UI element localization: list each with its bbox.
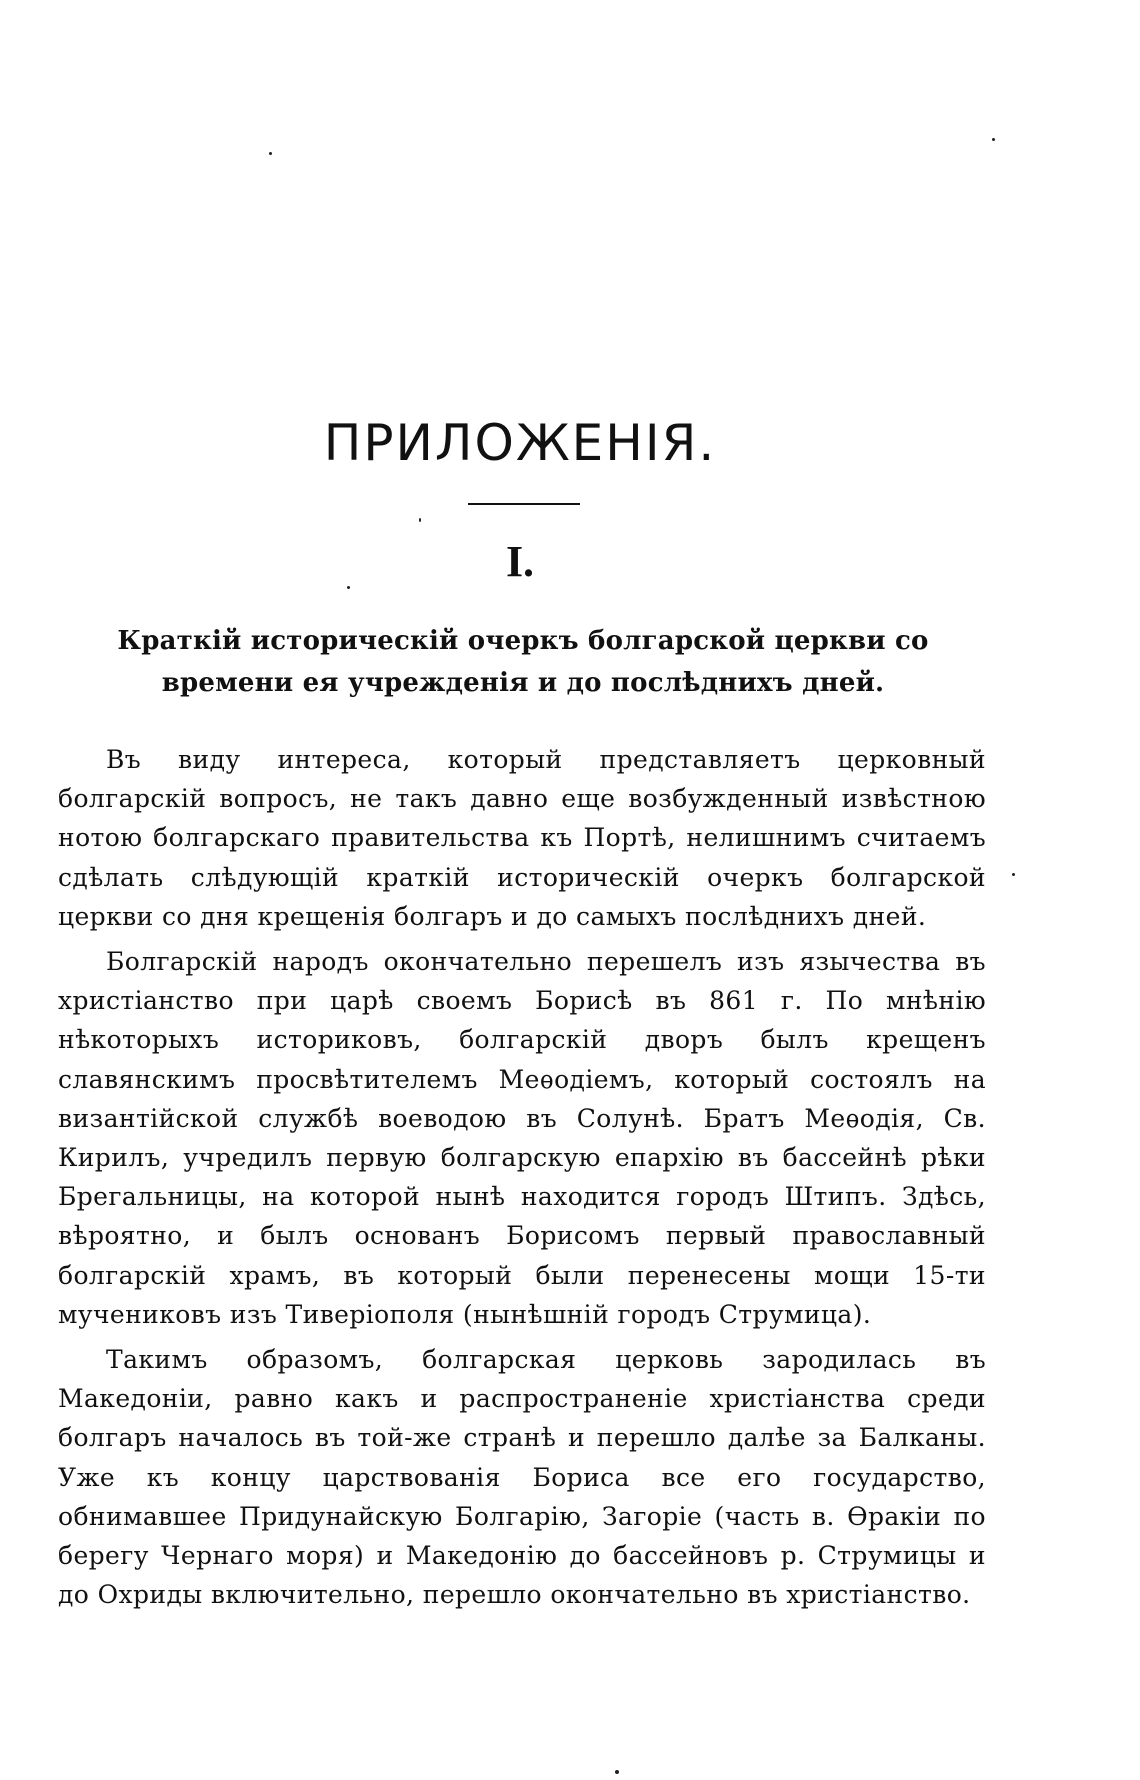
print-speck: [1012, 873, 1015, 876]
paragraph: Въ виду интереса, который представляетъ церковный болгарскій вопросъ, не такъ давно еще возбужденный извѣстною нотою болгарскаго правительства къ Портѣ, нелишнимъ считаемъ сдѣлать слѣдующій краткій историческій очеркъ болгарской церкви со дня крещенія болгаръ и до самыхъ послѣднихъ дней.: [58, 745, 986, 931]
print-speck: [347, 586, 350, 589]
chapter-heading: Краткій историческій очеркъ болгарской церкви со времени ея учрежденія и до послѣднихъ дней.: [117, 626, 929, 698]
page-title: ПРИЛОЖЕНІЯ.: [323, 414, 717, 472]
print-speck: [615, 1770, 619, 1774]
paragraph: Болгарскій народъ окончательно перешелъ изъ язычества въ христіанство при царѣ своемъ Борисѣ въ 861 г. По мнѣнію нѣкоторыхъ историковъ, болгарскій дворъ былъ крещенъ славянскимъ просвѣтителемъ Меѳодіемъ, который состоялъ на византійской службѣ воеводою въ Солунѣ. Братъ Меѳодія, Св. Кирилъ, учредилъ первую болгарскую епархію въ бассейнѣ рѣки Брегальницы, на которой нынѣ находится городъ Штипъ. Здѣсь, вѣроятно, и былъ основанъ Борисомъ первый православный болгарскій храмъ, въ который были перенесены мощи 15-ти мучениковъ изъ Тиверіополя (нынѣшній городъ Струмица).: [58, 947, 986, 1329]
title-rule: [468, 503, 580, 505]
print-speck: [419, 518, 421, 522]
print-speck: [992, 138, 995, 141]
section-number: I.: [505, 537, 535, 586]
paragraph: Такимъ образомъ, болгарская церковь зародилась въ Македоніи, равно какъ и распространеніе христіанства среди болгаръ началось въ той-же странѣ и перешло далѣе за Балканы. Уже къ концу царствованія Бориса все его государство, обнимавшее Придунайскую Болгарію, Загоріе (часть в. Ѳракіи по берегу Чернаго моря) и Македонію до бассейновъ р. Струмицы и до Охриды включительно, перешло окончательно въ христіанство.: [58, 1345, 986, 1610]
print-speck: [269, 152, 272, 155]
body-text: [58, 740, 986, 1614]
